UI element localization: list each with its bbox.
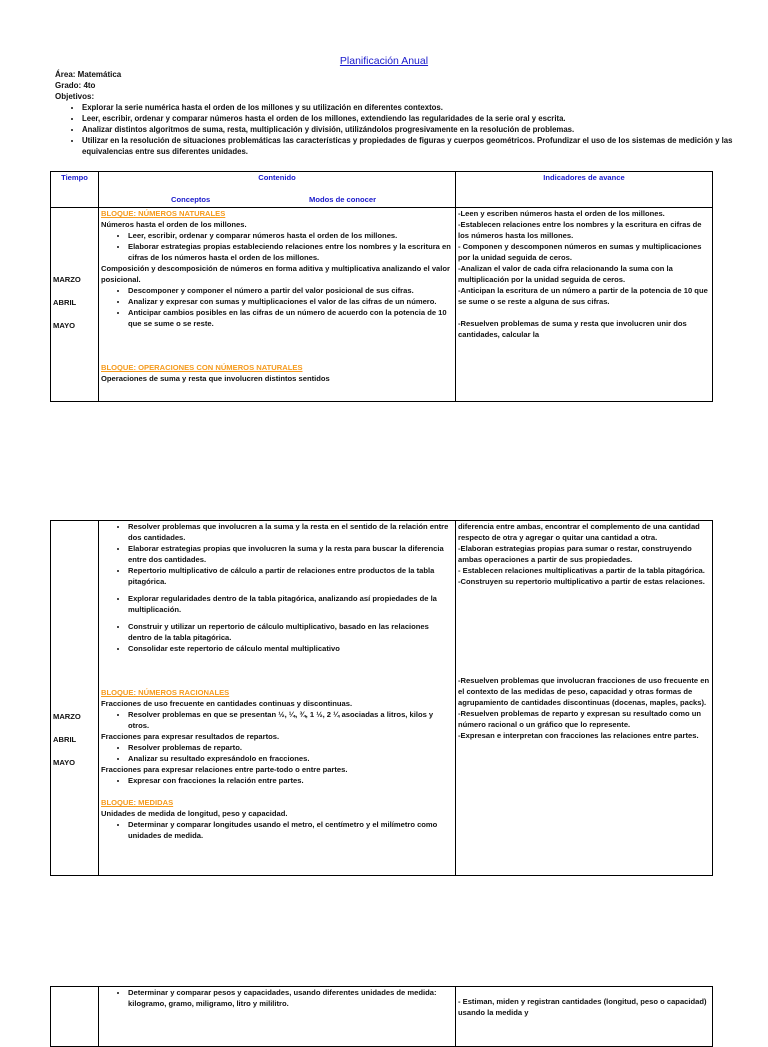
indicador-text: -Elaboran estrategias propias para sumar o restar, construyendo ambas operaciones a partir de sus propiedades.	[458, 544, 692, 564]
month-label: MARZO	[53, 275, 81, 284]
tiempo-header: Tiempo	[51, 172, 99, 208]
content-item: • Explorar regularidades dentro de la tabla pitagórica, analizando así propiedades de la multiplicación.	[128, 593, 453, 615]
indicador-text: -Construyen su repertorio multiplicativo a partir de estas relaciones.	[458, 577, 705, 586]
objetivo-item: • Analizar distintos algoritmos de suma, resta, multiplicación y división, utilizándolos progresivamente en la resolución de problemas.	[82, 124, 742, 135]
tiempo-cell	[51, 987, 99, 1047]
content-item: • Determinar y comparar pesos y capacidades, usando diferentes unidades de medida: kilogramo, gramo, miligramo, litro y mililitro.	[128, 987, 453, 1009]
conceptos-header: Conceptos	[171, 195, 211, 204]
content-text: Números hasta el orden de los millones.	[101, 220, 247, 229]
content-text: Composición y descomposición de números en forma aditiva y multiplicativa analizando el valor posicional.	[101, 264, 450, 284]
month-label: ABRIL	[53, 735, 77, 744]
bloque-title: BLOQUE: OPERACIONES CON NÚMEROS NATURALES	[101, 363, 303, 372]
indicador-text: -Establecen relaciones entre los nombres y la escritura en cifras de los números hasta los millones.	[458, 220, 702, 240]
month-label: ABRIL	[53, 298, 77, 307]
modos-header: Modos de conocer	[309, 195, 377, 204]
contenido-cell	[99, 208, 456, 402]
indicador-text: -Resuelven problemas que involucran fracciones de uso frecuente en el contexto de las medidas de peso, capacidad y otras formas de agrupamiento de cantidades discontinuas (docenas, maples, packs).	[458, 676, 710, 707]
indicadores-header: Indicadores de avance	[456, 172, 713, 208]
indicadores-cell	[456, 521, 713, 876]
contenido-cell	[99, 987, 456, 1047]
indicador-text: -Expresan e interpretan con fracciones las relaciones entre partes.	[458, 731, 699, 740]
objetivo-item: • Explorar la serie numérica hasta el orden de los millones y su utilización en diferentes contextos.	[82, 102, 742, 113]
indicador-text: -Analizan el valor de cada cifra relacionando la suma con la multiplicación por la unidad seguida de ceros.	[458, 264, 673, 284]
content-item: • Anticipar cambios posibles en las cifras de un número de acuerdo con la potencia de 10 que se sume o se reste.	[128, 307, 453, 329]
bloque-title: BLOQUE: NÚMEROS NATURALES	[101, 209, 226, 218]
contenido-cell	[99, 521, 456, 876]
indicador-text: diferencia entre ambas, encontrar el complemento de una cantidad respecto de otra y agregar o quitar una cantidad a otra.	[458, 522, 700, 542]
plan-table-3	[50, 986, 713, 1047]
indicador-text: - Establecen relaciones multiplicativas a partir de la tabla pitagórica.	[458, 566, 705, 575]
content-text: Fracciones para expresar resultados de repartos.	[101, 732, 280, 741]
page-title: Planificación Anual	[339, 55, 429, 67]
content-item: • Descomponer y componer el número a partir del valor posicional de sus cifras.	[128, 285, 453, 296]
month-label: MAYO	[53, 321, 76, 330]
objetivo-item: • Utilizar en la resolución de situaciones problemáticas las características y propiedades de figuras y cuerpos geométricos. Profundizar el uso de los sistemas de medición y las equivalencias entre sus diferentes unidades.	[82, 135, 742, 157]
content-item: • Analizar y expresar con sumas y multiplicaciones el valor de las cifras de un número.	[128, 296, 453, 307]
indicadores-cell	[456, 987, 713, 1047]
content-item: • Elaborar estrategias propias que involucren la suma y la resta para buscar la diferencia entre dos cantidades.	[128, 543, 453, 565]
content-text: Fracciones de uso frecuente en cantidades continuas y discontinuas.	[101, 699, 353, 708]
content-item: • Resolver problemas en que se presentan ½, ¼, ¾, 1 ½, 2 ¼ asociadas a litros, kilos y otros.	[128, 709, 453, 731]
plan-table-2	[50, 520, 713, 876]
indicador-text: -Leen y escriben números hasta el orden de los millones.	[458, 209, 665, 218]
objetivos-label: Objetivos:	[55, 92, 95, 101]
objetivo-item: • Leer, escribir, ordenar y comparar números hasta el orden de los millones, extendiendo las regularidades de la serie oral y escrita.	[82, 113, 742, 124]
content-item: • Analizar su resultado expresándolo en fracciones.	[128, 753, 453, 764]
objetivos-list	[55, 102, 742, 157]
content-text: Operaciones de suma y resta que involucren distintos sentidos	[101, 374, 330, 383]
content-item: • Consolidar este repertorio de cálculo mental multiplicativo	[128, 643, 453, 654]
indicador-text: - Componen y descomponen números en sumas y multiplicaciones por la unidad seguida de ceros.	[458, 242, 702, 262]
tiempo-cell	[51, 521, 99, 876]
tiempo-cell	[51, 208, 99, 402]
content-item: • Elaborar estrategias propias estableciendo relaciones entre los nombres y la escritura en cifras de los números hasta el orden de los millones.	[128, 241, 453, 263]
bloque-title: BLOQUE: MEDIDAS	[101, 798, 174, 807]
bloque-title: BLOQUE: NÚMEROS RACIONALES	[101, 688, 230, 697]
content-text: Unidades de medida de longitud, peso y capacidad.	[101, 809, 288, 818]
content-item: • Repertorio multiplicativo de cálculo a partir de relaciones entre productos de la tabla pitagórica.	[128, 565, 453, 587]
content-item: • Expresar con fracciones la relación entre partes.	[128, 775, 453, 786]
content-item: • Leer, escribir, ordenar y comparar números hasta el orden de los millones.	[128, 230, 453, 241]
indicador-text: -Resuelven problemas de reparto y expresan su resultado como un número racional o un gráfico que lo represente.	[458, 709, 702, 729]
grado-label: Grado: 4to	[55, 81, 96, 90]
content-text: Fracciones para expresar relaciones entre parte-todo o entre partes.	[101, 765, 348, 774]
indicador-text: -Anticipan la escritura de un número a partir de la potencia de 10 que se sume o se reste a alguna de sus cifras.	[458, 286, 708, 306]
indicador-text: - Estiman, miden y registran cantidades (longitud, peso o capacidad) usando la medida y	[458, 997, 707, 1017]
month-label: MAYO	[53, 758, 76, 767]
content-item: • Determinar y comparar longitudes usando el metro, el centímetro y el milímetro como unidades de medida.	[128, 819, 453, 841]
area-label: Área: Matemática	[55, 70, 122, 79]
month-label: MARZO	[53, 712, 81, 721]
indicadores-cell	[456, 208, 713, 402]
content-item: • Resolver problemas que involucren a la suma y la resta en el sentido de la relación entre dos cantidades.	[128, 521, 453, 543]
contenido-title: Contenido	[258, 173, 296, 182]
contenido-header	[99, 172, 456, 208]
content-item: • Resolver problemas de reparto.	[128, 742, 453, 753]
indicador-text: -Resuelven problemas de suma y resta que involucren unir dos cantidades, calcular la	[458, 319, 687, 339]
plan-table-1	[50, 171, 713, 402]
content-item: • Construir y utilizar un repertorio de cálculo multiplicativo, basado en las relaciones dentro de la tabla pitagórica.	[128, 621, 453, 643]
